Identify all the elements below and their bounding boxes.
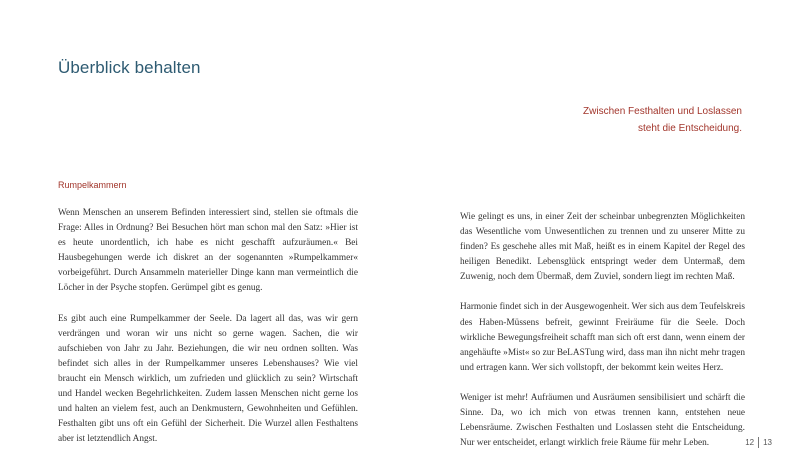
left-column xyxy=(58,206,358,462)
paragraph: Weniger ist mehr! Aufräumen und Ausräumen sensibilisiert und schärft die Sinne. Da, wo ich mich von etwas trennen kann, entstehen neue Lebensräume. Zwischen Festhalten und Loslassen steht die Entscheidung. Nur wer entscheidet, erlangt wirklich freie Räume für mehr Leben. xyxy=(460,392,745,449)
chapter-title: Überblick behalten xyxy=(58,58,201,77)
paragraph: Harmonie findet sich in der Ausgewogenheit. Wer sich aus dem Teufelskreis des Haben-Müssens befreit, gewinnt Freiräume für die Seele. Doch wirkliche Bewegungsfreiheit schafft man sich oft erst dann, wenn einem der angehäufte »Mist« so zur BeLASTung wird, dass man ihn nicht mehr tragen und ertragen kann. Wer sich vollstopft, der bekommt kein weites Herz. xyxy=(460,302,745,373)
page-number-right: 13 xyxy=(763,438,772,447)
pull-quote-line: Zwischen Festhalten und Loslassen xyxy=(583,106,742,117)
page-number-divider xyxy=(758,437,759,448)
paragraph: Wie gelingt es uns, in einer Zeit der scheinbar unbegrenzten Möglichkeiten das Wesentliche vom Unwesentlichen zu trennen und zu unserer Mitte zu finden? Es geschehe alles mit Maß, heißt es in einem Kapitel der Regel des heiligen Benedikt. Lebensglück entspringt weder dem Untermaß, dem Zuwenig, noch dem Übermaß, dem Zuviel, sondern liegt im rechten Maß. xyxy=(460,212,745,283)
paragraph: Es gibt auch eine Rumpelkammer der Seele. Da lagert all das, was wir gern verdrängen und woran wir uns nicht so gerne wagen. Sachen, die wir aufschieben von Jahr zu Jahr. Beziehungen, die wir neu ordnen sollten. Was befindet sich alles in der Rumpelkammer unseres Lebenshauses? Wie viel braucht ein Mensch wirklich, um zufrieden und glücklich zu sein? Wirtschaft und Handel wecken Begehrlichkeiten. Zudem lassen Menschen nicht gerne los und halten an vielem fest, auch an Denkmustern, Gewohnheiten und Gefühlen. Festhalten gibt uns oft ein Gefühl der Sicherheit. Die Wurzel allen Festhaltens aber ist letztendlich Angst. xyxy=(58,313,358,445)
page-numbers xyxy=(745,437,772,448)
page-number-left: 12 xyxy=(745,438,755,447)
pull-quote xyxy=(442,103,742,137)
pull-quote-line: steht die Entscheidung. xyxy=(638,123,742,134)
right-column xyxy=(460,210,745,466)
paragraph: Wenn Menschen an unserem Befinden interessiert sind, stellen sie oftmals die Frage: Alles in Ordnung? Bei Besuchen hört man schon mal den Satz: »Hier ist es heute unordentlich, ich habe es nicht geschafft aufzuräumen.« Bei Hausbegehungen werde ich diskret an der sogenannten »Rumpelkammer« vorbeigeführt. Durch Ansammeln materieller Dinge kann man vermeintlich die Löcher in der Psyche stopfen. Gerümpel gibt es genug. xyxy=(58,208,358,294)
section-heading: Rumpelkammern xyxy=(58,180,127,190)
